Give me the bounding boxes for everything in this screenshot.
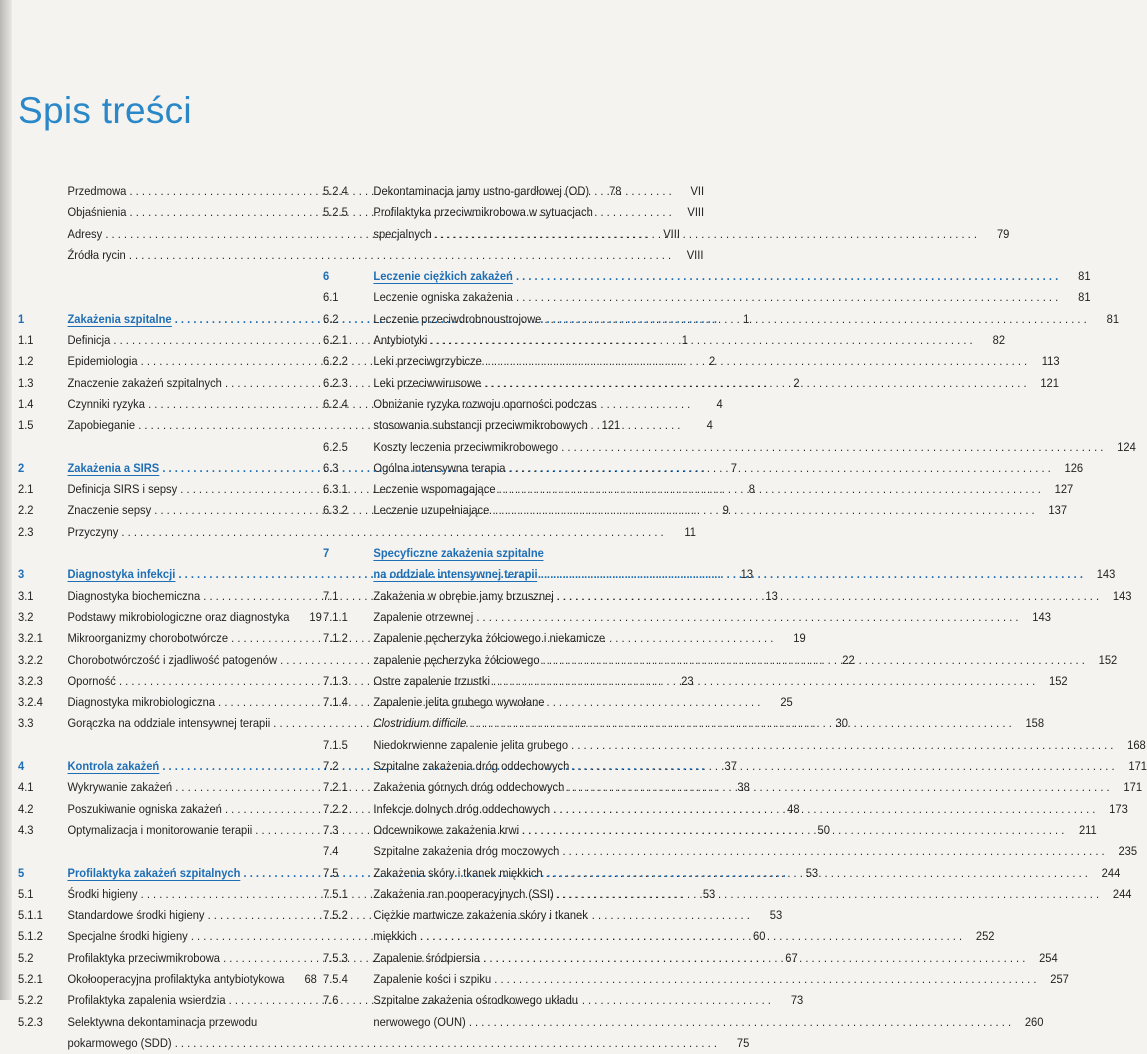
toc-entry-title xyxy=(373,841,1104,862)
toc-entry-page: 168 xyxy=(1127,737,1146,752)
toc-entry-number: 7.1.1 xyxy=(323,609,348,624)
toc-entry-number: 6.2.5 xyxy=(323,439,348,454)
toc-entry-page: 235 xyxy=(1118,844,1138,859)
toc-entry-page: 48 xyxy=(787,801,800,816)
toc-entry-page: VIII xyxy=(663,226,680,241)
toc-entry-page: 7 xyxy=(730,460,737,475)
toc-entry-page: 11 xyxy=(684,524,697,539)
toc-entry-number: 1.5 xyxy=(18,418,34,433)
toc-entry-page: 22 xyxy=(842,652,855,667)
toc-entry[interactable] xyxy=(323,394,611,415)
toc-entry-title-text: Profilaktyka przeciwmikrobowa xyxy=(67,950,220,965)
toc-entry-title-text: Definicja SIRS i sepsy xyxy=(67,482,178,497)
toc-entry-title-text: Epidemiologia xyxy=(67,354,138,369)
toc-entry-number: 4 xyxy=(18,759,25,774)
toc-entry-number: 5 xyxy=(18,865,25,880)
toc-entry[interactable] xyxy=(323,351,1060,372)
toc-entry-number: 7.4 xyxy=(323,844,339,859)
toc-entry-number: 7.2.2 xyxy=(323,801,348,816)
toc-entry-page: 2 xyxy=(793,375,800,390)
toc-entry[interactable] xyxy=(323,735,1146,756)
toc-entry-page: 13 xyxy=(740,567,754,582)
toc-entry-title xyxy=(373,330,972,351)
toc-entry-number: 5.2.3 xyxy=(18,1014,43,1029)
toc-entry[interactable] xyxy=(18,245,704,266)
toc-entry-number: 1.3 xyxy=(18,375,34,390)
toc-entry[interactable] xyxy=(323,500,1068,521)
toc-entry-page: 1 xyxy=(743,311,750,326)
toc-entry-title-text: Optymalizacja i monitorowanie terapii xyxy=(67,822,253,837)
toc-entry-page: 127 xyxy=(1054,482,1074,497)
toc-entry-number: 7.6 xyxy=(323,993,339,1008)
toc-entry-page: 173 xyxy=(1109,801,1128,816)
toc-entry-title xyxy=(373,990,578,1011)
toc-entry-title xyxy=(68,1012,271,1033)
toc-entry-number: 7.1 xyxy=(323,588,339,603)
toc-entry-title xyxy=(373,820,1064,841)
toc-entry-title xyxy=(373,287,1058,308)
page-title: Spis treści xyxy=(18,90,192,131)
toc-entry-title-text: Zakażenia górnych dróg oddechowych xyxy=(373,780,565,795)
toc-entry-title-text: Leczenie ogniska zakażenia xyxy=(373,290,513,305)
toc-entry-title xyxy=(373,948,1025,969)
toc-entry-page: 68 xyxy=(304,971,317,986)
toc-entry-title xyxy=(373,969,1036,990)
toc-entry-title xyxy=(373,415,587,436)
toc-entry[interactable] xyxy=(323,628,611,649)
section-spacer xyxy=(18,437,303,458)
toc-entry-page: 81 xyxy=(1078,290,1091,305)
toc-entry-number: 6.1 xyxy=(323,290,339,305)
toc-entry[interactable] xyxy=(323,841,1138,862)
toc-entry-number: 3.2.1 xyxy=(18,631,43,646)
toc-entry-number: 7.1.3 xyxy=(323,673,348,688)
toc-entry-title xyxy=(373,905,587,926)
toc-entry-number: 3.2.4 xyxy=(18,695,43,710)
toc-entry-title xyxy=(373,266,1058,287)
toc-entry-page: 152 xyxy=(1049,673,1068,688)
section-spacer xyxy=(18,266,303,287)
toc-entry-page: 121 xyxy=(1040,375,1059,390)
toc-entry-title-text: Leki przeciwgrzybicze xyxy=(373,354,482,369)
toc-entry-title xyxy=(373,671,1035,692)
toc-entry[interactable] xyxy=(18,522,697,543)
toc-entry-title-text: Leczenie ciężkich zakażeń xyxy=(373,269,513,284)
toc-entry[interactable] xyxy=(18,1012,303,1033)
toc-entry-title xyxy=(68,969,285,990)
toc-entry[interactable] xyxy=(323,309,1120,330)
toc-entry-number: 6.2.2 xyxy=(323,354,348,369)
toc-entry-title-text: Adresy xyxy=(67,226,103,241)
toc-entry-number: 6 xyxy=(323,269,330,284)
toc-entry-page: 252 xyxy=(975,929,995,944)
toc-entry-title xyxy=(373,756,1114,777)
toc-entry-number: 2.3 xyxy=(18,524,34,539)
toc-entry-number: 7.2.1 xyxy=(323,780,348,795)
toc-entry-number: 7 xyxy=(323,546,330,561)
section-spacer xyxy=(18,735,303,756)
toc-entry-title-text: Oporność xyxy=(67,673,116,688)
toc-entry-number: 7.5.3 xyxy=(323,950,348,965)
toc-entry-number: 3.1 xyxy=(18,588,34,603)
toc-entry-number: 4.3 xyxy=(18,822,34,837)
toc-entry[interactable] xyxy=(323,181,622,202)
toc-entry-title-text: Diagnostyka biochemiczna xyxy=(67,588,201,603)
toc-entry-title xyxy=(373,884,1099,905)
toc-entry-page: 171 xyxy=(1123,780,1143,795)
toc-entry-page: 79 xyxy=(996,226,1010,241)
toc-entry-number: 5.2.1 xyxy=(18,971,43,986)
toc-entry-title-text: Leczenie przeciwdrobnoustrojowe xyxy=(373,311,542,326)
toc-entry-number: 6.3.2 xyxy=(323,503,348,518)
toc-entry-title-text: Zakażenia skóry i tkanek miękkich xyxy=(373,865,543,880)
toc-entry[interactable] xyxy=(323,692,611,713)
toc-entry-page: 60 xyxy=(753,929,766,944)
toc-entry-title-text: stosowania substancji przeciwmikrobowych xyxy=(373,418,588,433)
toc-entry-number: 5.1.1 xyxy=(18,908,43,923)
toc-entry-title-text: Antybiotyki xyxy=(373,333,428,348)
toc-entry-title xyxy=(373,479,1040,500)
toc-entry-title-text: Znaczenie sepsy xyxy=(67,503,152,518)
toc-entry-page: VII xyxy=(690,184,705,198)
toc-entry-title xyxy=(373,309,1086,330)
toc-entry-page: 244 xyxy=(1112,886,1132,901)
toc-entry-page: 67 xyxy=(785,950,798,965)
toc-entry-title xyxy=(373,351,1027,372)
toc-entry-page: 254 xyxy=(1039,950,1058,965)
toc-entry-title xyxy=(373,202,592,223)
toc-entry-number: 5.2.5 xyxy=(323,205,348,220)
toc-entry-page: 53 xyxy=(769,908,783,923)
toc-entry-number: 5.2.2 xyxy=(18,993,43,1008)
section-spacer xyxy=(323,245,611,266)
toc-entry-number: 3.2.2 xyxy=(18,652,43,667)
toc-entry-title-text: Profilaktyka zapalenia wsierdzia xyxy=(67,993,226,1008)
toc-entry-page: 23 xyxy=(681,673,694,688)
toc-entry-title xyxy=(373,650,1084,671)
toc-entry-title-text: pokarmowego (SDD) xyxy=(67,1035,172,1050)
toc-entry-title-text: Leczenie wspomagające xyxy=(373,482,496,497)
toc-entry-title-text: Profilaktyka przeciwmikrobowa w sytuacjach xyxy=(373,205,593,220)
toc-entry-title-text: Specjalne środki higieny xyxy=(67,929,188,944)
toc-entry[interactable] xyxy=(18,1033,750,1054)
toc-entry-title xyxy=(373,713,1011,734)
toc-entry-page: 30 xyxy=(835,716,848,731)
toc-entry-number: 2 xyxy=(18,460,25,475)
toc-entry-title-text: Chorobotwórczość i zjadliwość patogenów xyxy=(67,652,278,667)
toc-entry-number: 5.1.2 xyxy=(18,929,43,944)
toc-entry-page: 211 xyxy=(1078,822,1097,837)
toc-entry-title-text: Szpitalne zakażenia ośrodkowego układu xyxy=(373,993,578,1008)
toc-entry-title xyxy=(373,586,1099,607)
toc-entry-title xyxy=(373,543,578,564)
toc-entry-title-text: miękkich xyxy=(373,929,417,944)
toc-entry-number: 4.1 xyxy=(18,780,34,795)
toc-entry-number: 1.1 xyxy=(18,333,34,348)
toc-entry-title-text: Obniżanie ryzyka rozwoju oporności podczas xyxy=(373,396,597,411)
toc-entry[interactable] xyxy=(323,287,1091,308)
toc-entry-page: 152 xyxy=(1098,652,1118,667)
toc-entry-page: 53 xyxy=(805,865,819,880)
toc-entry-title xyxy=(373,373,1026,394)
toc-entry-title-text: Szpitalne zakażenia dróg moczowych xyxy=(373,844,560,859)
toc-entry-title-text: Zapobieganie xyxy=(67,418,136,433)
toc-entry-page: 19 xyxy=(309,609,322,624)
toc-entry[interactable] xyxy=(18,969,317,990)
toc-entry-page: 126 xyxy=(1064,460,1084,475)
toc-entry-page: 113 xyxy=(1041,354,1060,369)
toc-entry-title xyxy=(373,181,589,202)
toc-entry-title-text: na oddziale intensywnej terapii xyxy=(373,567,538,582)
toc-entry-title-text: Zakażenia a SIRS xyxy=(67,460,160,475)
toc-entry-title-text: Ostre zapalenie trzustki xyxy=(373,673,490,688)
toc-entry-page: 73 xyxy=(790,993,804,1008)
toc-entry-number: 7.5 xyxy=(323,865,339,880)
toc-entry-title-text: Standardowe środki higieny xyxy=(67,908,205,923)
toc-entry-number: 5.2.4 xyxy=(323,184,348,198)
toc-entry-page: 1 xyxy=(681,333,688,348)
toc-entry-page: 25 xyxy=(780,695,793,710)
toc-entry-title-text: Środki higieny xyxy=(67,886,138,901)
toc-entry-number: 2.2 xyxy=(18,503,34,518)
toc-entry-title-text: Zapalenie jelita grubego wywołane xyxy=(373,695,545,710)
toc-entry-page: 124 xyxy=(1117,439,1136,454)
toc-entry-page: 158 xyxy=(1025,716,1045,731)
toc-entry-page: 9 xyxy=(722,503,729,518)
toc-entry[interactable] xyxy=(323,479,1074,500)
toc-entry-title-text: specjalnych xyxy=(373,226,432,241)
toc-entry-title-text: Leki przeciwwirusowe xyxy=(373,375,482,390)
toc-entry-page: 244 xyxy=(1101,865,1121,880)
toc-entry-page: 53 xyxy=(702,886,716,901)
toc-entry[interactable] xyxy=(323,415,621,436)
toc-entry-title-text: Czynniki ryzyka xyxy=(67,396,145,411)
toc-entry-title-text: Szpitalne zakażenia dróg oddechowych xyxy=(373,759,570,774)
toc-entry-title-text: Znaczenie zakażeń szpitalnych xyxy=(67,375,222,390)
toc-entry-title-text: Źródła rycin xyxy=(67,247,126,262)
toc-entry-number: 3.3 xyxy=(18,716,34,731)
toc-entry-page: 171 xyxy=(1128,759,1147,774)
toc-entry-page: 143 xyxy=(1032,609,1051,624)
toc-entry-number: 5.2 xyxy=(18,950,34,965)
toc-entry-title xyxy=(373,224,977,245)
section-spacer xyxy=(18,543,303,564)
toc-entry-page: 81 xyxy=(1078,269,1091,284)
toc-entry-title-text: Dekontaminacja jamy ustno-gardłowej (OD) xyxy=(373,184,590,198)
toc-entry-number: 3.2 xyxy=(18,609,34,624)
toc-entry-page: 4 xyxy=(706,418,713,433)
toc-entry-title xyxy=(373,799,1095,820)
toc-entry[interactable] xyxy=(323,458,1084,479)
toc-entry-title-text: Przedmowa xyxy=(67,184,127,198)
toc-entry-title xyxy=(373,863,1088,884)
toc-entry-title-text: Leczenie uzupełniające xyxy=(373,503,490,518)
toc-entry-title xyxy=(373,1012,1011,1033)
toc-entry-title-text: Zapalenie kości i szpiku xyxy=(373,971,492,986)
toc-entry-number: 7.2 xyxy=(323,759,339,774)
toc-entry-title xyxy=(373,735,1113,756)
toc-entry-page: 260 xyxy=(1024,1014,1044,1029)
toc-entry[interactable] xyxy=(323,990,611,1011)
toc-entry[interactable] xyxy=(323,969,1069,990)
toc-entry-number: 1 xyxy=(18,311,25,326)
toc-entry-title-text: Podstawy mikrobiologiczne oraz diagnostyka xyxy=(67,609,290,624)
toc-entry-title xyxy=(373,500,1034,521)
toc-entry-title-text: Zakażenia ran pooperacyjnych (SSI) xyxy=(373,886,554,901)
toc-entry-number: 1.2 xyxy=(18,354,34,369)
toc-entry[interactable] xyxy=(18,607,322,628)
toc-chapter-entry[interactable] xyxy=(323,266,1091,287)
toc-entry-page: 75 xyxy=(736,1035,750,1050)
section-spacer xyxy=(18,841,303,862)
toc-entry[interactable] xyxy=(323,607,1051,628)
toc-entry-title xyxy=(373,437,1103,458)
toc-entry-title xyxy=(373,564,1083,585)
toc-entry-title-text: Kontrola zakażeń xyxy=(67,759,160,774)
toc-entry-page: 143 xyxy=(1112,588,1132,603)
toc-entry[interactable] xyxy=(323,202,611,223)
toc-entry-title-text: Koszty leczenia przeciwmikrobowego xyxy=(373,439,559,454)
toc-entry-page: 50 xyxy=(817,822,830,837)
toc-entry-number: 2.1 xyxy=(18,482,34,497)
toc-entry-title-text: Niedokrwienne zapalenie jelita grubego xyxy=(373,737,569,752)
toc-entry-title-text: Okołooperacyjna profilaktyka antybiotykowa xyxy=(67,971,285,986)
toc-entry-title-text: Zapalenie pęcherzyka żółciowego i niekamicze xyxy=(373,631,606,646)
toc-entry-title-text: Zapalenie otrzewnej xyxy=(373,609,474,624)
toc-entry-page: 81 xyxy=(1106,311,1120,326)
toc-entry-title xyxy=(373,777,1109,798)
toc-entry-title-text: Selektywna dekontaminacja przewodu xyxy=(67,1014,258,1029)
toc-entry-number: 5.1 xyxy=(18,886,34,901)
toc-entry-page: 38 xyxy=(737,780,750,795)
toc-entry-page: VIII xyxy=(686,247,704,262)
toc-entry[interactable] xyxy=(323,330,1006,351)
toc-entry-page: 137 xyxy=(1048,503,1068,518)
toc-entry-title xyxy=(373,692,578,713)
toc-entry-title-text: Ciężkie martwicze zakażenia skóry i tkanek xyxy=(373,908,588,923)
page-binding-shadow xyxy=(0,0,12,1000)
toc-entry-number: 3 xyxy=(18,567,25,582)
toc-entry-title-text: Odcewnikowe zakażenia krwi xyxy=(373,822,520,837)
toc-entry-title-text: Gorączka na oddziale intensywnej terapii xyxy=(67,716,271,731)
toc-entry-number: 6.2.1 xyxy=(323,333,348,348)
toc-entry-page: 121 xyxy=(601,418,621,433)
toc-entry[interactable] xyxy=(323,373,1059,394)
toc-entry-title-text: Poszukiwanie ogniska zakażeń xyxy=(67,801,222,816)
toc-entry-number: 6.3 xyxy=(323,460,339,475)
toc-entry-number: 7.3 xyxy=(323,822,339,837)
toc-entry-number: 1.4 xyxy=(18,396,34,411)
toc-entry-title-text: zapalenie pęcherzyka żółciowego xyxy=(373,652,540,667)
section-spacer xyxy=(18,287,303,308)
toc-entry-number: 7.1.5 xyxy=(323,737,348,752)
toc-entry-title-text: Zapalenie śródpiersia xyxy=(373,950,481,965)
toc-entry-title-text: Wykrywanie zakażeń xyxy=(67,780,173,795)
toc-entry-number: 3.2.3 xyxy=(18,673,43,688)
toc-entry-title-text: Zakażenia w obrębie jamy brzusznej xyxy=(373,588,554,603)
toc-entry-title-text: Diagnostyka infekcji xyxy=(67,567,176,582)
toc-entry-title-text: Przyczyny xyxy=(67,524,119,539)
toc-entry-number: 7.1.4 xyxy=(323,695,348,710)
toc-entry-number: 6.2 xyxy=(323,311,339,326)
toc-entry[interactable] xyxy=(323,1012,1044,1033)
toc-entry-page: 143 xyxy=(1096,567,1116,582)
toc-entry-page: 82 xyxy=(992,333,1006,348)
toc-entry-page: 257 xyxy=(1050,971,1069,986)
toc-entry-number: 7.5.2 xyxy=(323,908,348,923)
toc-entry-title xyxy=(68,1033,717,1054)
toc-entry-title xyxy=(373,926,962,947)
toc-entry-number: 6.3.1 xyxy=(323,482,348,497)
toc-entry-title-text: Specyficzne zakażenia szpitalne xyxy=(373,546,544,561)
toc-entry-title-text: Ogólna intensywna terapia xyxy=(373,460,506,475)
toc-entry-page: 13 xyxy=(765,588,778,603)
toc-entry-title-text: nerwowego (OUN) xyxy=(373,1014,466,1029)
toc-entry-title-text: Profilaktyka zakażeń szpitalnych xyxy=(67,865,241,880)
toc-entry-page: 37 xyxy=(724,759,737,774)
toc-entry[interactable] xyxy=(323,437,1136,458)
toc-entry-page: 4 xyxy=(716,396,723,411)
toc-entry-page: 8 xyxy=(748,482,755,497)
toc-entry-number: 6.2.4 xyxy=(323,396,348,411)
toc-entry-number: 4.2 xyxy=(18,801,34,816)
toc-entry-title xyxy=(373,458,1050,479)
toc-entry-title xyxy=(373,628,605,649)
toc-entry-title-text: Clostridium difficile xyxy=(373,716,467,731)
toc-entry-title-text: Objaśnienia xyxy=(67,205,127,220)
toc-entry-number: 7.5.1 xyxy=(323,886,348,901)
toc-entry-page: 19 xyxy=(793,631,806,646)
toc-entry-title-text: Infekcje dolnych dróg oddechowych xyxy=(373,801,551,816)
toc-entry-title-text: Diagnostyka mikrobiologiczna xyxy=(67,695,216,710)
toc-entry-number: 6.2.3 xyxy=(323,375,348,390)
toc-entry-page: 78 xyxy=(609,184,622,198)
toc-entry-title xyxy=(373,394,596,415)
toc-entry-title-text: Definicja xyxy=(67,333,111,348)
toc-entry[interactable] xyxy=(323,905,611,926)
toc-entry-page: 2 xyxy=(709,354,716,369)
toc-entry-number: 7.5.4 xyxy=(323,971,348,986)
toc-entry-title xyxy=(68,607,290,628)
toc-entry-title-text: Zakażenia szpitalne xyxy=(67,311,172,326)
toc-entry-title-text: Mikroorganizmy chorobotwórcze xyxy=(67,631,229,646)
toc-entry-page: VIII xyxy=(687,205,705,220)
section-spacer xyxy=(323,522,611,543)
toc-entry-title xyxy=(373,607,1018,628)
toc-entry-number: 7.1.2 xyxy=(323,631,348,646)
toc-chapter-entry[interactable] xyxy=(323,543,611,564)
